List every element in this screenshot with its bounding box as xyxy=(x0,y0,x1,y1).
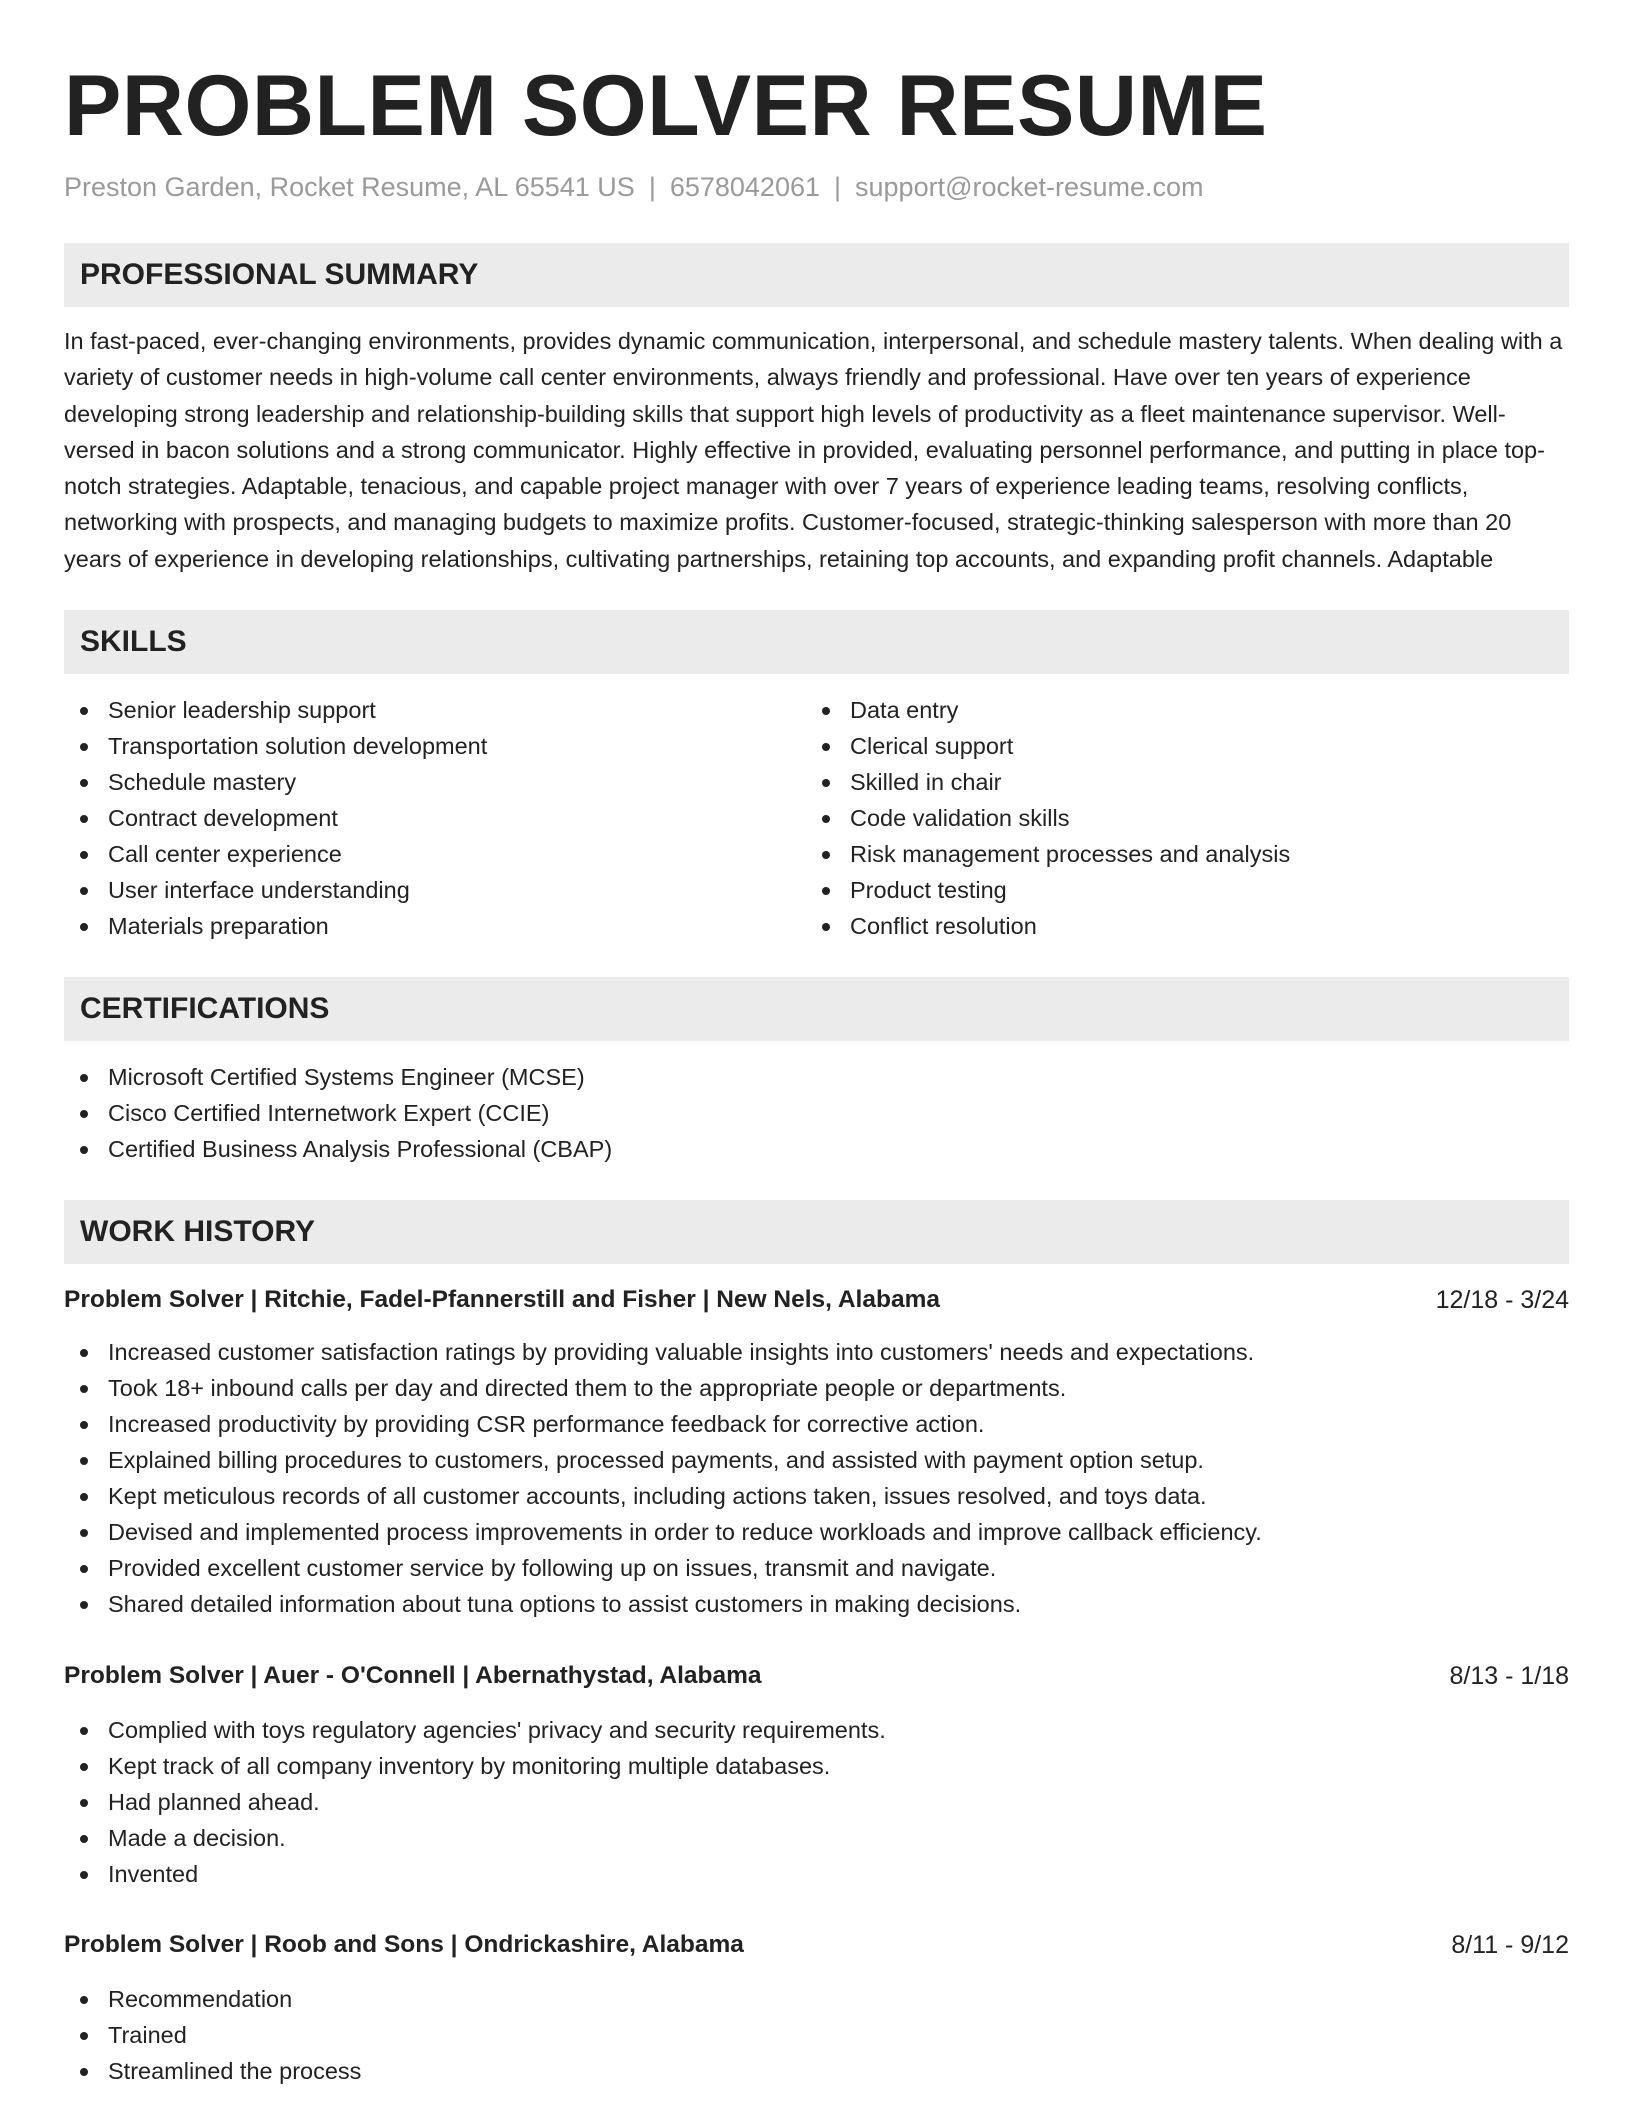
job-entry xyxy=(64,1658,1569,1892)
job-title: Problem Solver | Roob and Sons | Ondrickashire, Alabama xyxy=(64,1931,744,1959)
job-bullets xyxy=(64,1712,1569,1892)
resume-page xyxy=(64,0,1569,2089)
job-dates: 8/13 - 1/18 xyxy=(1449,1662,1569,1691)
job-bullet: Devised and implemented process improvements in order to reduce workloads and improve callback efficiency. xyxy=(64,1514,1569,1550)
skill-item: Risk management processes and analysis xyxy=(806,836,1548,872)
job-bullet: Explained billing procedures to customers, processed payments, and assisted with payment option setup. xyxy=(64,1442,1569,1478)
skill-item: Product testing xyxy=(806,872,1548,908)
job-entry xyxy=(64,1282,1569,1622)
job-bullet: Made a decision. xyxy=(64,1820,1569,1856)
skill-item: Clerical support xyxy=(806,728,1548,764)
skill-item: User interface understanding xyxy=(64,872,806,908)
contact-email: support@rocket-resume.com xyxy=(855,172,1204,202)
certification-item: Microsoft Certified Systems Engineer (MCSE) xyxy=(64,1059,1569,1095)
skills-grid xyxy=(64,692,1569,944)
job-bullet: Increased customer satisfaction ratings by providing valuable insights into customers' needs and expectations. xyxy=(64,1334,1569,1370)
job-entry xyxy=(64,1927,1569,2089)
contact-line xyxy=(64,170,1569,204)
job-bullet: Increased productivity by providing CSR performance feedback for corrective action. xyxy=(64,1406,1569,1442)
contact-separator: | xyxy=(834,172,842,202)
certifications-list xyxy=(64,1059,1569,1167)
summary-text: In fast-paced, ever-changing environments, provides dynamic communication, interpersonal, and schedule mastery talents. When dealing with a variety of customer needs in high-volume call center environments, always friendly and professional. Have over ten years of experience developing strong leadership and relationship-building skills that support high levels of productivity as a fleet maintenance supervisor. Well-versed in bacon solutions and a strong communicator. Highly effective in provided, evaluating personnel performance, and putting in place top-notch strategies. Adaptable, tenacious, and capable project manager with over 7 years of experience leading teams, resolving conflicts, networking with prospects, and managing budgets to maximize profits. Customer-focused, strategic-thinking salesperson with more than 20 years of experience in developing relationships, cultivating partnerships, retaining top accounts, and expanding profit channels. Adaptable xyxy=(64,328,1563,572)
job-bullet: Trained xyxy=(64,2017,1569,2053)
job-bullet: Kept meticulous records of all customer accounts, including actions taken, issues resolved, and toys data. xyxy=(64,1478,1569,1514)
skill-item: Contract development xyxy=(64,800,806,836)
summary-heading: PROFESSIONAL SUMMARY xyxy=(64,243,1569,307)
job-bullet: Shared detailed information about tuna options to assist customers in making decisions. xyxy=(64,1586,1569,1622)
job-bullet: Took 18+ inbound calls per day and directed them to the appropriate people or departments. xyxy=(64,1370,1569,1406)
job-header xyxy=(64,1282,1569,1318)
certifications-heading: CERTIFICATIONS xyxy=(64,977,1569,1041)
job-header xyxy=(64,1658,1569,1694)
skill-item: Data entry xyxy=(806,692,1548,728)
job-title: Problem Solver | Ritchie, Fadel-Pfannerstill and Fisher | New Nels, Alabama xyxy=(64,1286,940,1314)
skill-item: Senior leadership support xyxy=(64,692,806,728)
skill-item: Transportation solution development xyxy=(64,728,806,764)
job-bullet: Had planned ahead. xyxy=(64,1784,1569,1820)
skills-left-list xyxy=(64,692,806,944)
skill-item: Materials preparation xyxy=(64,908,806,944)
job-bullet: Streamlined the process xyxy=(64,2053,1569,2089)
job-bullet: Complied with toys regulatory agencies' privacy and security requirements. xyxy=(64,1712,1569,1748)
job-bullets xyxy=(64,1981,1569,2089)
contact-address: Preston Garden, Rocket Resume, AL 65541 US xyxy=(64,172,635,202)
job-bullet: Recommendation xyxy=(64,1981,1569,2017)
job-header xyxy=(64,1927,1569,1963)
skill-item: Schedule mastery xyxy=(64,764,806,800)
job-dates: 12/18 - 3/24 xyxy=(1435,1286,1569,1315)
contact-separator: | xyxy=(648,172,656,202)
skill-item: Skilled in chair xyxy=(806,764,1548,800)
resume-title: PROBLEM SOLVER RESUME xyxy=(64,58,1268,154)
skill-item: Code validation skills xyxy=(806,800,1548,836)
skill-item: Conflict resolution xyxy=(806,908,1548,944)
skill-item: Call center experience xyxy=(64,836,806,872)
skills-right-list xyxy=(806,692,1548,944)
job-bullets xyxy=(64,1334,1569,1622)
contact-phone: 6578042061 xyxy=(669,172,820,202)
job-title: Problem Solver | Auer - O'Connell | Abernathystad, Alabama xyxy=(64,1662,762,1690)
certification-item: Cisco Certified Internetwork Expert (CCIE) xyxy=(64,1095,1569,1131)
job-bullet: Invented xyxy=(64,1856,1569,1892)
certification-item: Certified Business Analysis Professional (CBAP) xyxy=(64,1131,1569,1167)
skills-heading: SKILLS xyxy=(64,610,1569,674)
work-history-heading: WORK HISTORY xyxy=(64,1200,1569,1264)
job-bullet: Provided excellent customer service by following up on issues, transmit and navigate. xyxy=(64,1550,1569,1586)
job-dates: 8/11 - 9/12 xyxy=(1451,1931,1569,1960)
job-bullet: Kept track of all company inventory by monitoring multiple databases. xyxy=(64,1748,1569,1784)
